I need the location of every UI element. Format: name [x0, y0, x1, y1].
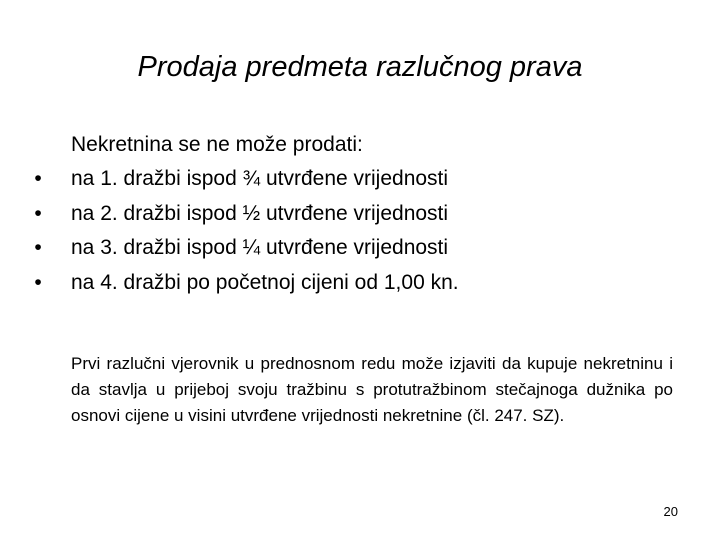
bullet-list	[28, 162, 459, 300]
bullet-icon: •	[34, 236, 42, 259]
bullet-text: na 3. dražbi ispod ¼ utvrđene vrijednosti	[71, 236, 449, 259]
bullet-text: na 2. dražbi ispod ½ utvrđene vrijednosti	[71, 201, 449, 225]
bullet-text: na 4. dražbi po početnoj cijeni od 1,00 kn.	[71, 270, 459, 294]
bullet-icon: •	[34, 201, 42, 225]
lead-text: Nekretnina se ne može prodati:	[71, 133, 363, 156]
bullet-item	[28, 231, 459, 266]
bullet-icon: •	[34, 167, 42, 190]
bullet-icon: •	[34, 270, 42, 294]
bullet-text: na 1. dražbi ispod ¾ utvrđene vrijednosti	[71, 167, 449, 190]
bullet-item	[28, 266, 459, 301]
bullet-item	[28, 162, 459, 197]
bullet-item	[28, 197, 459, 232]
page-number: 20	[663, 504, 678, 519]
body-paragraph: Prvi razlučni vjerovnik u prednosnom redu može izjaviti da kupuje nekretninu i da stavlja u prijeboj svoju tražbinu s protutražbinom stečajnoga dužnika po osnovi cijene u visini utvrđene vrijednosti nekretnine (čl. 247. SZ).	[71, 354, 673, 425]
slide-title: Prodaja predmeta razlučnog prava	[137, 51, 583, 83]
